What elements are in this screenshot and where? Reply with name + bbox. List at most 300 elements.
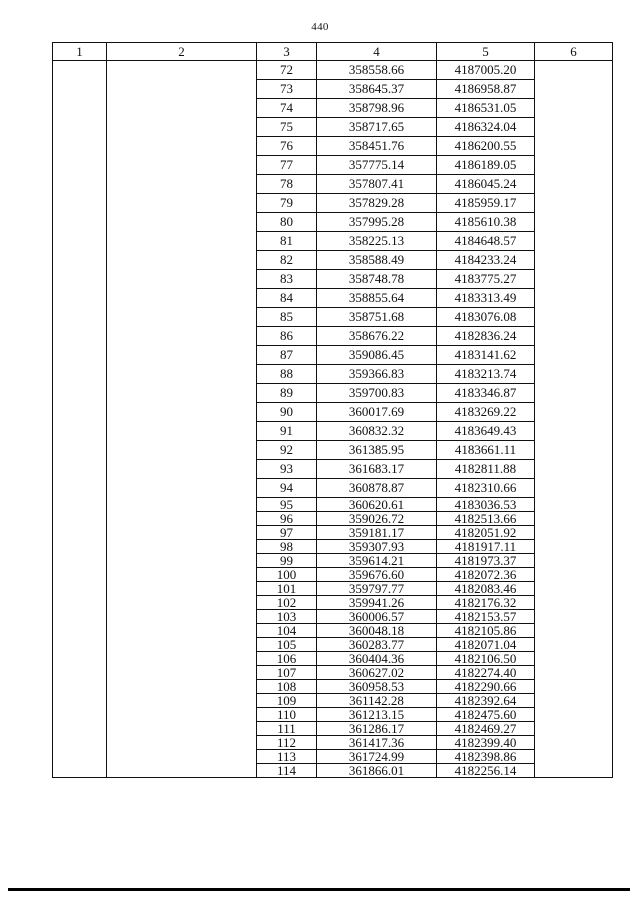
y-coordinate-cell: 4182071.04 <box>437 638 535 652</box>
point-number-cell: 86 <box>257 327 317 346</box>
point-number-cell: 103 <box>257 610 317 624</box>
cell-col-6 <box>535 156 613 175</box>
point-number-cell: 93 <box>257 460 317 479</box>
cell-col-6 <box>535 680 613 694</box>
cell-col-1 <box>53 251 107 270</box>
x-coordinate-cell: 358588.49 <box>317 251 437 270</box>
point-number-cell: 102 <box>257 596 317 610</box>
cell-col-2 <box>107 441 257 460</box>
table-row <box>53 596 613 610</box>
x-coordinate-cell: 360878.87 <box>317 479 437 498</box>
y-coordinate-cell: 4183213.74 <box>437 365 535 384</box>
cell-col-1 <box>53 479 107 498</box>
table-row <box>53 403 613 422</box>
point-number-cell: 84 <box>257 289 317 308</box>
cell-col-2 <box>107 568 257 582</box>
cell-col-2 <box>107 722 257 736</box>
y-coordinate-cell: 4183269.22 <box>437 403 535 422</box>
cell-col-2 <box>107 540 257 554</box>
column-header-2: 2 <box>107 43 257 61</box>
cell-col-1 <box>53 346 107 365</box>
point-number-cell: 94 <box>257 479 317 498</box>
point-number-cell: 77 <box>257 156 317 175</box>
column-header-4: 4 <box>317 43 437 61</box>
y-coordinate-cell: 4186531.05 <box>437 99 535 118</box>
table-row <box>53 610 613 624</box>
cell-col-1 <box>53 526 107 540</box>
table-row <box>53 118 613 137</box>
y-coordinate-cell: 4182399.40 <box>437 736 535 750</box>
header-row <box>53 43 613 61</box>
y-coordinate-cell: 4185959.17 <box>437 194 535 213</box>
point-number-cell: 82 <box>257 251 317 270</box>
table-row <box>53 554 613 568</box>
cell-col-2 <box>107 156 257 175</box>
x-coordinate-cell: 361724.99 <box>317 750 437 764</box>
y-coordinate-cell: 4183661.11 <box>437 441 535 460</box>
cell-col-2 <box>107 403 257 422</box>
point-number-cell: 97 <box>257 526 317 540</box>
cell-col-6 <box>535 526 613 540</box>
cell-col-1 <box>53 554 107 568</box>
cell-col-2 <box>107 194 257 213</box>
x-coordinate-cell: 361385.95 <box>317 441 437 460</box>
x-coordinate-cell: 360283.77 <box>317 638 437 652</box>
cell-col-6 <box>535 764 613 778</box>
column-header-5: 5 <box>437 43 535 61</box>
point-number-cell: 99 <box>257 554 317 568</box>
x-coordinate-cell: 360404.36 <box>317 652 437 666</box>
cell-col-2 <box>107 708 257 722</box>
point-number-cell: 95 <box>257 498 317 512</box>
cell-col-6 <box>535 213 613 232</box>
cell-col-6 <box>535 582 613 596</box>
cell-col-6 <box>535 638 613 652</box>
x-coordinate-cell: 360620.61 <box>317 498 437 512</box>
point-number-cell: 78 <box>257 175 317 194</box>
cell-col-2 <box>107 384 257 403</box>
cell-col-2 <box>107 666 257 680</box>
cell-col-2 <box>107 289 257 308</box>
y-coordinate-cell: 4182398.86 <box>437 750 535 764</box>
cell-col-6 <box>535 308 613 327</box>
cell-col-6 <box>535 512 613 526</box>
point-number-cell: 79 <box>257 194 317 213</box>
cell-col-6 <box>535 666 613 680</box>
table-row <box>53 694 613 708</box>
point-number-cell: 107 <box>257 666 317 680</box>
x-coordinate-cell: 358676.22 <box>317 327 437 346</box>
cell-col-1 <box>53 213 107 232</box>
y-coordinate-cell: 4186189.05 <box>437 156 535 175</box>
table-row <box>53 624 613 638</box>
cell-col-1 <box>53 652 107 666</box>
table-row <box>53 460 613 479</box>
cell-col-2 <box>107 137 257 156</box>
cell-col-6 <box>535 624 613 638</box>
table-row <box>53 540 613 554</box>
y-coordinate-cell: 4182290.66 <box>437 680 535 694</box>
y-coordinate-cell: 4183313.49 <box>437 289 535 308</box>
y-coordinate-cell: 4183036.53 <box>437 498 535 512</box>
x-coordinate-cell: 358855.64 <box>317 289 437 308</box>
cell-col-6 <box>535 610 613 624</box>
table-row <box>53 365 613 384</box>
point-number-cell: 75 <box>257 118 317 137</box>
cell-col-2 <box>107 80 257 99</box>
cell-col-2 <box>107 346 257 365</box>
y-coordinate-cell: 4186324.04 <box>437 118 535 137</box>
cell-col-2 <box>107 118 257 137</box>
table-row <box>53 422 613 441</box>
footer-rule <box>8 888 630 891</box>
coordinates-table <box>52 42 613 778</box>
cell-col-1 <box>53 156 107 175</box>
x-coordinate-cell: 361417.36 <box>317 736 437 750</box>
x-coordinate-cell: 358558.66 <box>317 61 437 80</box>
cell-col-6 <box>535 568 613 582</box>
table-row <box>53 99 613 118</box>
x-coordinate-cell: 358798.96 <box>317 99 437 118</box>
x-coordinate-cell: 360006.57 <box>317 610 437 624</box>
x-coordinate-cell: 359181.17 <box>317 526 437 540</box>
cell-col-6 <box>535 403 613 422</box>
cell-col-2 <box>107 422 257 441</box>
point-number-cell: 90 <box>257 403 317 422</box>
y-coordinate-cell: 4183775.27 <box>437 270 535 289</box>
cell-col-2 <box>107 498 257 512</box>
y-coordinate-cell: 4181973.37 <box>437 554 535 568</box>
cell-col-2 <box>107 232 257 251</box>
x-coordinate-cell: 359366.83 <box>317 365 437 384</box>
y-coordinate-cell: 4182392.64 <box>437 694 535 708</box>
cell-col-1 <box>53 708 107 722</box>
column-header-3: 3 <box>257 43 317 61</box>
x-coordinate-cell: 360017.69 <box>317 403 437 422</box>
table-row <box>53 308 613 327</box>
point-number-cell: 83 <box>257 270 317 289</box>
point-number-cell: 101 <box>257 582 317 596</box>
point-number-cell: 88 <box>257 365 317 384</box>
table-row <box>53 512 613 526</box>
x-coordinate-cell: 360627.02 <box>317 666 437 680</box>
y-coordinate-cell: 4182811.88 <box>437 460 535 479</box>
y-coordinate-cell: 4183141.62 <box>437 346 535 365</box>
point-number-cell: 105 <box>257 638 317 652</box>
cell-col-1 <box>53 764 107 778</box>
cell-col-1 <box>53 750 107 764</box>
point-number-cell: 108 <box>257 680 317 694</box>
cell-col-6 <box>535 118 613 137</box>
x-coordinate-cell: 361213.15 <box>317 708 437 722</box>
table-row <box>53 680 613 694</box>
cell-col-1 <box>53 327 107 346</box>
cell-col-6 <box>535 346 613 365</box>
x-coordinate-cell: 358225.13 <box>317 232 437 251</box>
point-number-cell: 113 <box>257 750 317 764</box>
table-row <box>53 213 613 232</box>
y-coordinate-cell: 4181917.11 <box>437 540 535 554</box>
cell-col-2 <box>107 479 257 498</box>
cell-col-1 <box>53 722 107 736</box>
x-coordinate-cell: 357995.28 <box>317 213 437 232</box>
table-row <box>53 582 613 596</box>
y-coordinate-cell: 4182513.66 <box>437 512 535 526</box>
cell-col-2 <box>107 582 257 596</box>
x-coordinate-cell: 359086.45 <box>317 346 437 365</box>
x-coordinate-cell: 357807.41 <box>317 175 437 194</box>
cell-col-1 <box>53 422 107 441</box>
cell-col-1 <box>53 99 107 118</box>
cell-col-6 <box>535 460 613 479</box>
cell-col-1 <box>53 568 107 582</box>
cell-col-1 <box>53 270 107 289</box>
cell-col-2 <box>107 680 257 694</box>
cell-col-2 <box>107 512 257 526</box>
cell-col-2 <box>107 99 257 118</box>
y-coordinate-cell: 4183076.08 <box>437 308 535 327</box>
cell-col-1 <box>53 175 107 194</box>
cell-col-6 <box>535 384 613 403</box>
x-coordinate-cell: 361866.01 <box>317 764 437 778</box>
cell-col-1 <box>53 232 107 251</box>
cell-col-6 <box>535 652 613 666</box>
cell-col-2 <box>107 764 257 778</box>
cell-col-6 <box>535 270 613 289</box>
cell-col-6 <box>535 736 613 750</box>
y-coordinate-cell: 4182106.50 <box>437 652 535 666</box>
column-header-6: 6 <box>535 43 613 61</box>
point-number-cell: 100 <box>257 568 317 582</box>
table-row <box>53 652 613 666</box>
point-number-cell: 89 <box>257 384 317 403</box>
table-row <box>53 708 613 722</box>
cell-col-2 <box>107 213 257 232</box>
cell-col-1 <box>53 512 107 526</box>
cell-col-6 <box>535 441 613 460</box>
table-row <box>53 61 613 80</box>
table-row <box>53 270 613 289</box>
cell-col-2 <box>107 251 257 270</box>
point-number-cell: 72 <box>257 61 317 80</box>
x-coordinate-cell: 359797.77 <box>317 582 437 596</box>
point-number-cell: 91 <box>257 422 317 441</box>
table-row <box>53 384 613 403</box>
cell-col-1 <box>53 460 107 479</box>
cell-col-2 <box>107 554 257 568</box>
x-coordinate-cell: 359307.93 <box>317 540 437 554</box>
cell-col-2 <box>107 736 257 750</box>
table-row <box>53 722 613 736</box>
cell-col-2 <box>107 61 257 80</box>
x-coordinate-cell: 358645.37 <box>317 80 437 99</box>
cell-col-2 <box>107 610 257 624</box>
table-row <box>53 346 613 365</box>
table-row <box>53 137 613 156</box>
cell-col-6 <box>535 708 613 722</box>
cell-col-6 <box>535 694 613 708</box>
y-coordinate-cell: 4184233.24 <box>437 251 535 270</box>
cell-col-6 <box>535 80 613 99</box>
cell-col-1 <box>53 118 107 137</box>
point-number-cell: 106 <box>257 652 317 666</box>
point-number-cell: 98 <box>257 540 317 554</box>
cell-col-1 <box>53 80 107 99</box>
y-coordinate-cell: 4184648.57 <box>437 232 535 251</box>
table-row <box>53 498 613 512</box>
point-number-cell: 112 <box>257 736 317 750</box>
table-row <box>53 80 613 99</box>
cell-col-1 <box>53 384 107 403</box>
table-row <box>53 479 613 498</box>
table-row <box>53 666 613 680</box>
cell-col-6 <box>535 194 613 213</box>
cell-col-1 <box>53 680 107 694</box>
y-coordinate-cell: 4183649.43 <box>437 422 535 441</box>
cell-col-2 <box>107 526 257 540</box>
table-row <box>53 232 613 251</box>
y-coordinate-cell: 4182256.14 <box>437 764 535 778</box>
point-number-cell: 76 <box>257 137 317 156</box>
point-number-cell: 111 <box>257 722 317 736</box>
table-row <box>53 156 613 175</box>
cell-col-1 <box>53 694 107 708</box>
y-coordinate-cell: 4182051.92 <box>437 526 535 540</box>
cell-col-6 <box>535 365 613 384</box>
cell-col-6 <box>535 422 613 441</box>
cell-col-1 <box>53 365 107 384</box>
cell-col-1 <box>53 582 107 596</box>
y-coordinate-cell: 4182176.32 <box>437 596 535 610</box>
x-coordinate-cell: 359941.26 <box>317 596 437 610</box>
cell-col-1 <box>53 194 107 213</box>
point-number-cell: 109 <box>257 694 317 708</box>
table-row <box>53 568 613 582</box>
cell-col-6 <box>535 232 613 251</box>
cell-col-1 <box>53 596 107 610</box>
point-number-cell: 80 <box>257 213 317 232</box>
y-coordinate-cell: 4182274.40 <box>437 666 535 680</box>
cell-col-2 <box>107 270 257 289</box>
cell-col-1 <box>53 61 107 80</box>
x-coordinate-cell: 357775.14 <box>317 156 437 175</box>
x-coordinate-cell: 360048.18 <box>317 624 437 638</box>
cell-col-6 <box>535 251 613 270</box>
table-row <box>53 750 613 764</box>
x-coordinate-cell: 358451.76 <box>317 137 437 156</box>
table-row <box>53 526 613 540</box>
cell-col-6 <box>535 596 613 610</box>
y-coordinate-cell: 4182469.27 <box>437 722 535 736</box>
cell-col-6 <box>535 479 613 498</box>
table-row <box>53 289 613 308</box>
cell-col-1 <box>53 666 107 680</box>
y-coordinate-cell: 4182310.66 <box>437 479 535 498</box>
point-number-cell: 87 <box>257 346 317 365</box>
page-number: 440 <box>311 21 329 33</box>
table-row <box>53 764 613 778</box>
table-row <box>53 327 613 346</box>
cell-col-6 <box>535 289 613 308</box>
cell-col-1 <box>53 137 107 156</box>
y-coordinate-cell: 4182105.86 <box>437 624 535 638</box>
x-coordinate-cell: 361683.17 <box>317 460 437 479</box>
point-number-cell: 73 <box>257 80 317 99</box>
column-header-1: 1 <box>53 43 107 61</box>
y-coordinate-cell: 4186200.55 <box>437 137 535 156</box>
cell-col-2 <box>107 460 257 479</box>
cell-col-1 <box>53 498 107 512</box>
cell-col-1 <box>53 638 107 652</box>
cell-col-6 <box>535 554 613 568</box>
table-row <box>53 194 613 213</box>
cell-col-2 <box>107 596 257 610</box>
cell-col-6 <box>535 175 613 194</box>
cell-col-1 <box>53 441 107 460</box>
cell-col-1 <box>53 403 107 422</box>
table-row <box>53 175 613 194</box>
table-row <box>53 251 613 270</box>
x-coordinate-cell: 358717.65 <box>317 118 437 137</box>
cell-col-6 <box>535 137 613 156</box>
cell-col-1 <box>53 540 107 554</box>
cell-col-2 <box>107 175 257 194</box>
y-coordinate-cell: 4187005.20 <box>437 61 535 80</box>
x-coordinate-cell: 358751.68 <box>317 308 437 327</box>
cell-col-2 <box>107 694 257 708</box>
cell-col-1 <box>53 624 107 638</box>
point-number-cell: 114 <box>257 764 317 778</box>
cell-col-2 <box>107 365 257 384</box>
cell-col-2 <box>107 638 257 652</box>
x-coordinate-cell: 359676.60 <box>317 568 437 582</box>
x-coordinate-cell: 359700.83 <box>317 384 437 403</box>
x-coordinate-cell: 361142.28 <box>317 694 437 708</box>
y-coordinate-cell: 4182083.46 <box>437 582 535 596</box>
y-coordinate-cell: 4182836.24 <box>437 327 535 346</box>
table-row <box>53 736 613 750</box>
table-row <box>53 441 613 460</box>
y-coordinate-cell: 4183346.87 <box>437 384 535 403</box>
cell-col-6 <box>535 99 613 118</box>
cell-col-6 <box>535 722 613 736</box>
y-coordinate-cell: 4185610.38 <box>437 213 535 232</box>
cell-col-2 <box>107 624 257 638</box>
point-number-cell: 96 <box>257 512 317 526</box>
point-number-cell: 85 <box>257 308 317 327</box>
y-coordinate-cell: 4186045.24 <box>437 175 535 194</box>
y-coordinate-cell: 4182153.57 <box>437 610 535 624</box>
x-coordinate-cell: 360958.53 <box>317 680 437 694</box>
point-number-cell: 110 <box>257 708 317 722</box>
point-number-cell: 92 <box>257 441 317 460</box>
cell-col-1 <box>53 610 107 624</box>
point-number-cell: 104 <box>257 624 317 638</box>
x-coordinate-cell: 357829.28 <box>317 194 437 213</box>
cell-col-2 <box>107 327 257 346</box>
cell-col-6 <box>535 498 613 512</box>
cell-col-6 <box>535 327 613 346</box>
table-row <box>53 638 613 652</box>
y-coordinate-cell: 4182072.36 <box>437 568 535 582</box>
table-body <box>53 61 613 778</box>
cell-col-1 <box>53 736 107 750</box>
x-coordinate-cell: 358748.78 <box>317 270 437 289</box>
x-coordinate-cell: 359614.21 <box>317 554 437 568</box>
cell-col-1 <box>53 289 107 308</box>
x-coordinate-cell: 359026.72 <box>317 512 437 526</box>
cell-col-1 <box>53 308 107 327</box>
